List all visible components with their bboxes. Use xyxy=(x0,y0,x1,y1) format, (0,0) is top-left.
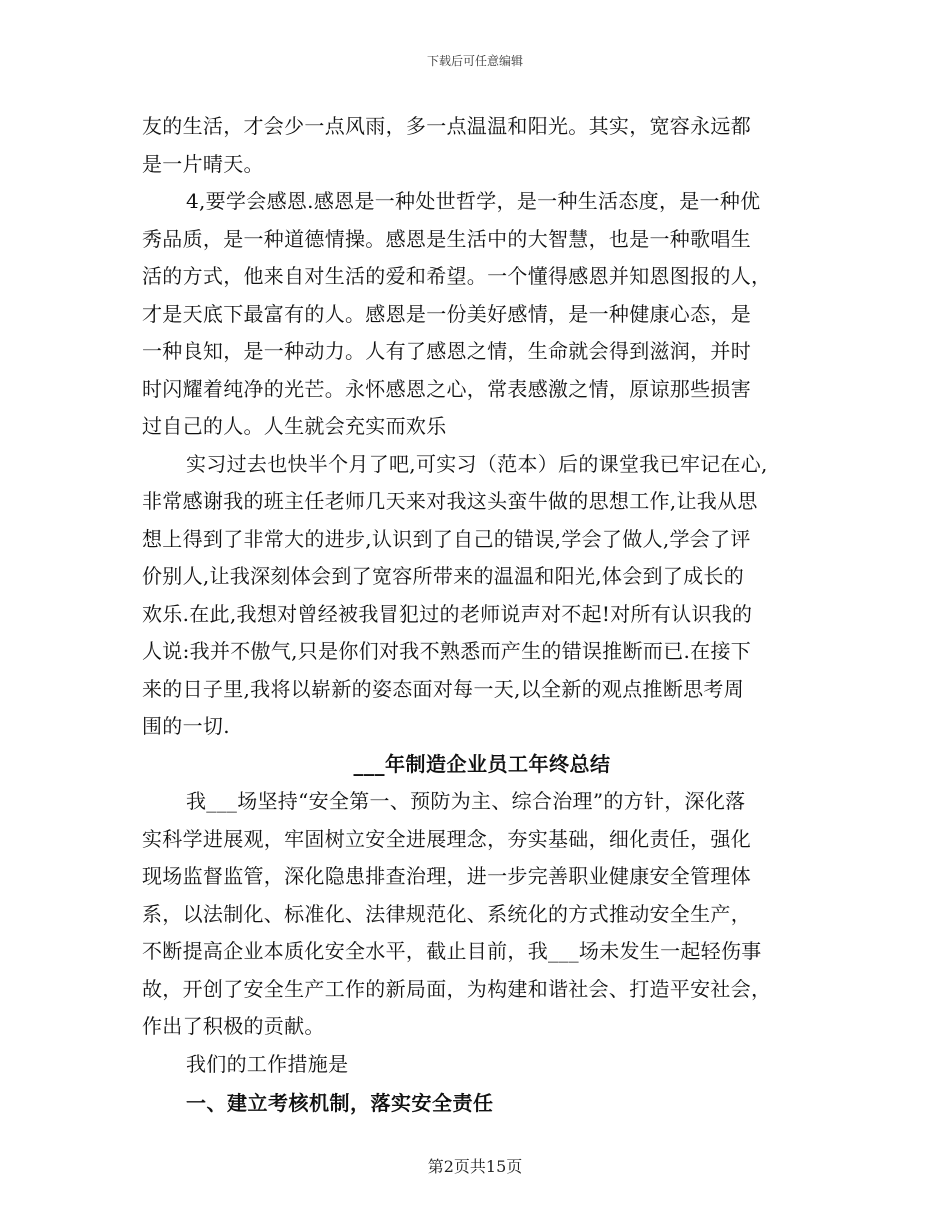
text-line: 人说:我并不傲气,只是你们对我不熟悉而产生的错误推断而已.在接下 xyxy=(142,639,752,663)
text-line: 是一片晴天。 xyxy=(142,151,264,176)
section-title: ___年制造企业员工年终总结 xyxy=(353,751,611,776)
text-line: 活的方式，他来自对生活的爱和希望。一个懂得感恩并知恩图报的人， xyxy=(142,264,772,288)
section-heading: 一、建立考核机制，落实安全责任 xyxy=(186,1091,494,1115)
paragraph xyxy=(142,108,822,183)
text-line: 时闪耀着纯净的光芒。永怀感恩之心，常表感激之情，原谅那些损害 xyxy=(142,376,751,401)
text-line: 秀品质，是一种道德情操。感恩是生活中的大智慧，也是一种歌唱生 xyxy=(142,226,751,251)
text-line: 实习过去也快半个月了吧,可实习（范本）后的课堂我已牢记在心, xyxy=(186,451,768,476)
text-line: 欢乐.在此,我想对曾经被我冒犯过的老师说声对不起!对所有认识我的 xyxy=(142,601,753,626)
text-line: 作出了积极的贡献。 xyxy=(142,1014,325,1038)
text-line: 围的一切. xyxy=(142,714,230,738)
text-line: 故，开创了安全生产工作的新局面，为构建和谐社会、打造平安社会， xyxy=(142,976,772,1001)
paragraph: 我们的工作措施是 xyxy=(186,1051,349,1076)
document-body xyxy=(142,108,822,1123)
page-number: 第2页共15页 xyxy=(427,1157,523,1176)
text-line: 价别人,让我深刻体会到了宽容所带来的温温和阳光,体会到了成长的 xyxy=(142,564,745,588)
text-line: 系，以法制化、标准化、法律规范化、系统化的方式推动安全生产， xyxy=(142,901,751,926)
text-line: 4,要学会感恩.感恩是一种处世哲学，是一种生活态度，是一种优 xyxy=(186,189,761,213)
paragraph xyxy=(142,446,822,746)
text-line: 一种良知，是一种动力。人有了感恩之情，生命就会得到滋润，并时 xyxy=(142,339,751,363)
text-line: 我___场坚持“安全第一、预防为主、综合治理”的方针，深化落 xyxy=(186,789,746,813)
text-line: 友的生活，才会少一点风雨，多一点温温和阳光。其实，宽容永远都 xyxy=(142,114,751,138)
text-line: 不断提高企业本质化安全水平，截止目前，我___场未发生一起轻伤事 xyxy=(142,939,762,963)
download-note: 下载后可任意编辑 xyxy=(426,54,523,68)
paragraph xyxy=(142,783,822,1046)
text-line: 实科学进展观，牢固树立安全进展理念，夯实基础，细化责任，强化 xyxy=(142,826,751,851)
text-line: 来的日子里,我将以崭新的姿态面对每一天,以全新的观点推断思考周 xyxy=(142,676,745,701)
text-line: 现场监督监管，深化隐患排查治理，进一步完善职业健康安全管理体 xyxy=(142,864,751,888)
text-line: 想上得到了非常大的进步,认识到了自己的错误,学会了做人,学会了评 xyxy=(142,526,751,551)
text-line: 才是天底下最富有的人。感恩是一份美好感情，是一种健康心态，是 xyxy=(142,301,751,326)
text-line: 非常感谢我的班主任老师几天来对我这头蛮牛做的思想工作,让我从思 xyxy=(142,489,758,513)
paragraph xyxy=(142,183,822,446)
text-line: 过自己的人。人生就会充实而欢乐 xyxy=(142,414,447,438)
